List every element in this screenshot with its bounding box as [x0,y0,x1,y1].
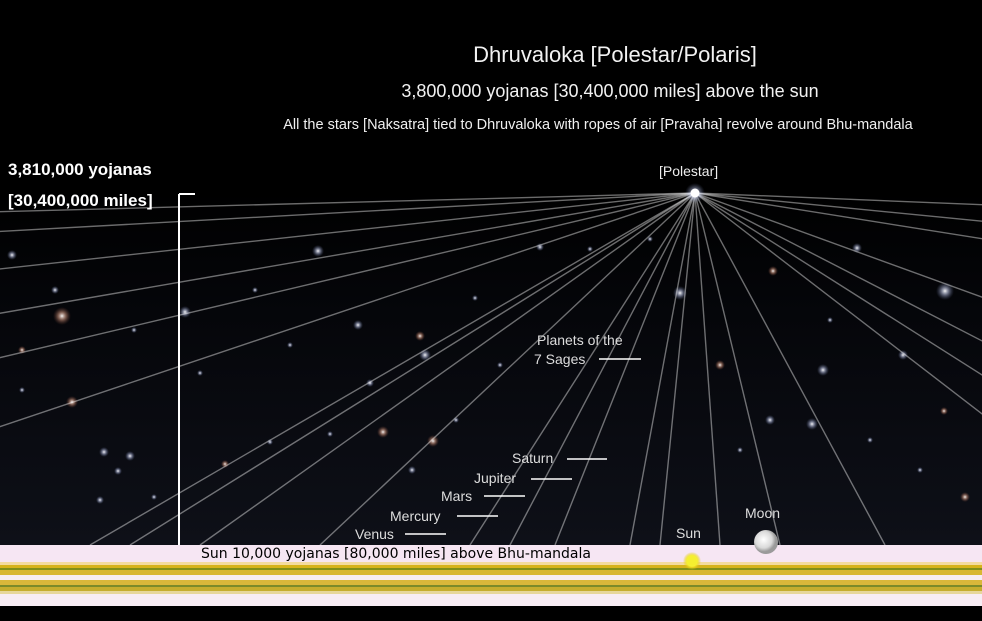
star [252,287,258,293]
star [179,306,191,318]
star [353,320,363,330]
star [7,250,17,260]
star [327,431,333,437]
star [917,467,923,473]
star [827,317,833,323]
star [415,331,425,341]
sages-label-line2: 7 Sages [534,351,586,367]
star [312,245,324,257]
star [377,426,389,438]
planet-label-jupiter: Jupiter [474,470,517,486]
star [427,435,439,447]
star [960,492,970,502]
height-label-miles: [30,400,000 miles] [8,191,153,210]
star [765,415,775,425]
sun-height-note: Sun 10,000 yojanas [80,000 miles] above Bhu-mandala [201,546,591,562]
star [715,360,725,370]
diagram-title: Dhruvaloka [Polestar/Polaris] [473,42,757,67]
star [472,295,478,301]
star [940,407,948,415]
star [287,342,293,348]
star [936,282,954,300]
star [53,307,71,325]
star [497,362,503,368]
moon-icon [754,530,778,554]
diagram-note: All the stars [Naksatra] tied to Dhruvaloka with ropes of air [Pravaha] revolve around Bhu-mandala [283,117,913,133]
star [131,327,137,333]
planet-label-saturn: Saturn [512,450,554,466]
star [114,467,122,475]
sun-label: Sun [676,525,701,541]
polestar-label: [Polestar] [659,163,719,179]
planet-label-mercury: Mercury [390,508,441,524]
star [51,286,59,294]
star [867,437,873,443]
moon-label: Moon [745,505,781,521]
star [806,418,818,430]
star [408,466,416,474]
diagram-subtitle: 3,800,000 yojanas [30,400,000 miles] above the sun [401,81,819,101]
planet-label-venus: Venus [355,526,394,542]
star [96,496,104,504]
sages-label-line1: Planets of the [537,332,623,348]
star [99,447,109,457]
polestar-icon [691,189,700,198]
star [768,266,778,276]
star [587,246,593,252]
sun-icon [687,556,697,566]
star [197,370,203,376]
star [125,451,135,461]
planet-label-mars: Mars [441,488,473,504]
star [19,387,25,393]
height-label-yojanas: 3,810,000 yojanas [8,160,152,179]
star [737,447,743,453]
star [817,364,829,376]
star [151,494,157,500]
